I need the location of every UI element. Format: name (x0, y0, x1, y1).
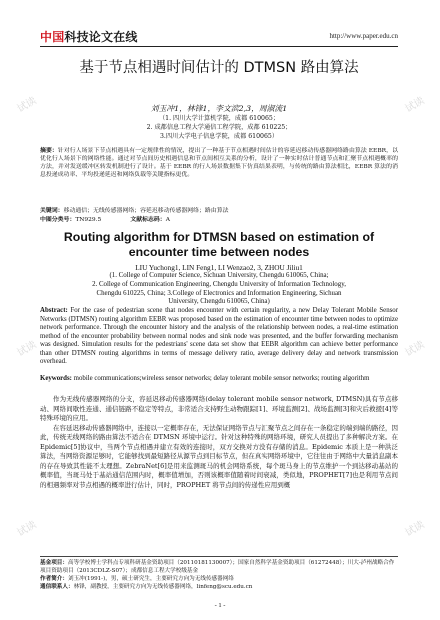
zh-affil-line: （1. 四川大学计算机学院，成都 610065； (158, 115, 280, 122)
en-affil-line: Chengdu 610225, China; 3.College of Electronics and Information Engineering, Sichuan (96, 289, 342, 297)
body-paragraph: 在容延迟移动传感器网络中，连接以一定概率存在，无法保证网络节点与汇聚节点之间存在一条稳定的端到端的路径，因此，传统无线网络的路由算法不适合在 DTMSN 环境中运行。针对这种特殊的网络环境，研究人员提出了多种解决方案。在 Epidemic[5]协议中，当两个节点相遇并建立有效的连接时，双方交换对方没有存储的消息。Epidemic 本质上是一种洪泛算法，当网络资源足够时，它能够找到最短路径从源节点到目标节点，但在真实网络环境中，它往往由于网络中大量消息副本的存在导致其性能不太理想。ZebraNet[6]是用来监测斑马的机会网络系统，每个斑马身上的节点维护一个到达移动基站的概率值，当斑马处于基站通信范围内时，概率值增加，否则该概率值随着时间衰减，类似地，PROPHET[7]也是利用节点间的相遇频率对节点相遇的概率进行估计，同时，PROPHET 将节点间的传递性应用到概 (40, 423, 398, 489)
en-keywords-label: Keywords: (40, 375, 72, 382)
en-keywords-text: mobile communications;wireless sensor networks; delay tolerant mobile sensor networks; routing algorithm (73, 375, 370, 382)
site-logo[interactable] (40, 28, 138, 45)
doc-label: 文献标志码： (130, 217, 166, 223)
en-title: Routing algorithm for DTMSN based on estimation of encounter time between nodes (63, 230, 375, 259)
logo-black-text: 科技论文在线 (64, 30, 138, 44)
logo-red-text: 中国 (40, 30, 65, 44)
zh-title: 基于节点相遇时间估计的 DTMSN 路由算法 (79, 60, 359, 76)
corr-label: 通信联系人： (40, 584, 74, 590)
zh-abstract-label: 摘要： (40, 148, 58, 154)
author-label: 作者简介： (40, 576, 68, 582)
en-keywords (40, 375, 398, 384)
en-abstract-label: Abstract: (40, 307, 68, 314)
en-affil-line: University, Chengdu 610065, China) (168, 298, 270, 306)
footnote-corr (40, 583, 398, 591)
watermark: 试读 (15, 95, 39, 115)
zh-classification (40, 216, 398, 224)
en-affil-line: (1. College of Computer Science, Sichuan University, Chengdu 610065, China; (109, 272, 329, 279)
site-url[interactable]: http://www.paper.edu.cn (329, 32, 398, 40)
fund-label: 基金项目： (40, 560, 68, 566)
watermark: 试读 (15, 519, 39, 539)
zh-keywords (40, 207, 398, 215)
author-text: 刘玉冲(1991-)，男，硕士研究生，主要研究方向为无线传感器网络 (67, 576, 234, 582)
watermark: 试读 (403, 95, 427, 115)
zh-abstract (40, 147, 398, 180)
body-text (40, 395, 398, 490)
watermark: 试读 (403, 339, 427, 359)
en-abstract (40, 307, 398, 367)
zh-abstract-text: 针对行人场景下节点相遇具有一定规律性的情况，提出了一种基于节点相遇时间估计的容延迟移动传感器网络路由算法 EEBR，以优化行人场景下的网络性能。通过对节点间历史相遇信息和节点间相互关系的分析，设计了一种实时估计普通节点和汇聚节点相遇概率的方法，并对发送缓冲区转发机制进行了设计。基于 EEBR 的行人场景数据集下仿真结果表明，与传统的路由算法相比，EEBR 算法的消息投递成功率、平均投递延迟和网络负载等关键指标更优。 (40, 148, 398, 179)
watermark: 试读 (15, 339, 39, 359)
zh-affil-line: 3.四川大学电子信息学院，成都 610065） (159, 133, 279, 141)
corr-text: 林锋，副教授，主要研究方向为无线传感器网络，linfeng@scu.edu.cn (73, 584, 253, 590)
cls-label: 中图分类号： (40, 217, 76, 223)
doc-value: A (165, 217, 170, 223)
page-number: - 1 - (214, 602, 226, 609)
watermark: 试读 (403, 519, 427, 539)
zh-affiliations (40, 114, 398, 142)
en-affil-line: 2. College of Communication Engineering, Chengdu University of Information Technology, (92, 280, 346, 288)
en-affiliations (40, 272, 398, 307)
en-abstract-text: For the case of pedestrian scene that nodes encounter with certain regularity, a new Delay Tolerant Mobile Sensor Networks (DTMSN) routing algorithm EEBR was proposed based on the estimation of encounter time between nodes to optimize network performance. Through the encounter history and the analysis of the relationship between nodes, a real-time estimation method of the encounter probability between normal nodes and sink node was presented, and the buffer forwarding mechanism was designed. Simulation results for the pedestrians' scene data set show that EEBR algorithm can achieve better performance than other DTMSN routing algorithms in terms of message delivery ratio, average delivery delay and network transmission overhead. (40, 307, 398, 366)
footnote-rule (40, 556, 398, 557)
fund-text: 高等学校博士学科点专项科研基金资助项目（20110181130007）；国家自然科学基金资助项目（61272448）；川大-泸州战略合作项目资助项目（2013CDLZ-S07）；成都信息工程大学校级基金 (40, 560, 395, 574)
footnote-fund (40, 559, 398, 575)
en-authors: LIU Yuchong1, LIN Feng1, LI Wenzao2, 3, ZHOU Jiliu1 (135, 263, 303, 272)
footnote-author (40, 575, 398, 583)
footnote (40, 559, 398, 591)
header-rule (40, 46, 398, 47)
site-header (40, 26, 398, 48)
zh-authors: 刘玉冲1，林锋1，李文滨2,3，周淑流1 (150, 104, 288, 113)
cls-value: TN929.5 (75, 217, 102, 223)
zh-affil-line: 2. 成都信息工程大学通信工程学院，成都 610225； (146, 124, 292, 132)
zh-keywords-label: 关键词： (40, 208, 64, 214)
body-paragraph: 作为无线传感器网络的分支，容延迟移动传感器网络(delay tolerant mobile sensor network, DTMSN)具有节点移动、网络间歇性连通、通信链路不稳定等特点，非常适合支持野生动物跟踪[1]、环境监测[2]、战场监测[3]和灾后救援[4]等特殊环境的应用。 (40, 395, 398, 422)
zh-keywords-text: 移动通信；无线传感器网络；容延迟移动传感器网络；路由算法 (63, 208, 229, 214)
